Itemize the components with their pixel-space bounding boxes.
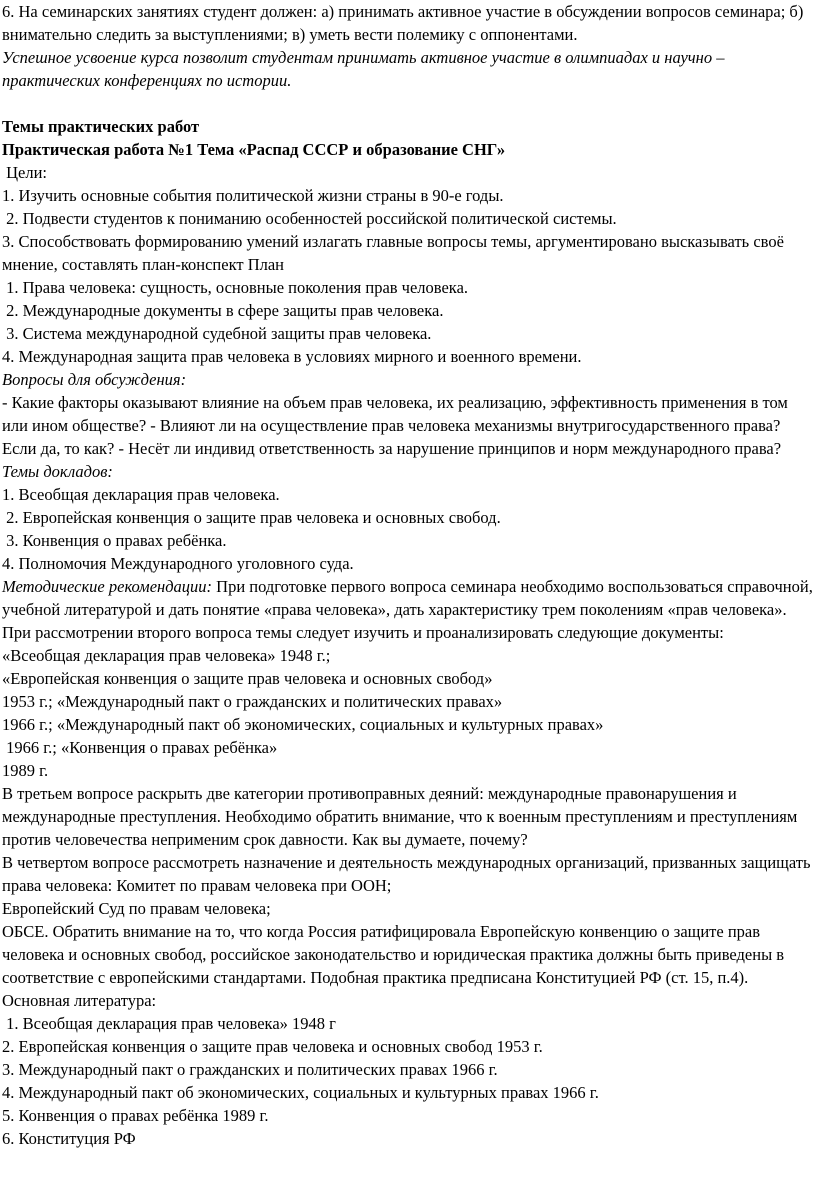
plan-item: 2. Международные документы в сфере защиты прав человека. (2, 301, 444, 320)
report-item: 2. Европейская конвенция о защите прав человека и основных свобод. (2, 508, 501, 527)
document-item: 1966 г.; «Международный пакт об экономических, социальных и культурных правах» (2, 715, 604, 734)
second-question-paragraph: При рассмотрении второго вопроса темы следует изучить и проанализировать следующие документы: (2, 623, 724, 642)
method-label: Методические рекомендации: (2, 577, 213, 596)
third-question-paragraph: В третьем вопросе раскрыть две категории противоправных деяний: международные правонарушения и международные преступления. Необходимо обратить внимание, что к военным преступлениям и преступлениям против человечества неприменим срок давности. Как вы думаете, почему? (2, 784, 798, 849)
report-item: 3. Конвенция о правах ребёнка. (2, 531, 227, 550)
goal-item: 1. Изучить основные события политической жизни страны в 90-е годы. (2, 186, 504, 205)
literature-item: 6. Конституция РФ (2, 1129, 136, 1148)
fourth-question-osce: ОБСЕ. Обратить внимание на то, что когда Россия ратифицировала Европейскую конвенцию о защите прав человека и основных свобод, российское законодательство и юридическая практика должны быть приведены в соответствие с европейскими стандартами. Подобная практика предписана Конституцией РФ (ст. 15, п.4). (2, 922, 785, 987)
questions-text: - Какие факторы оказывают влияние на объем прав человека, их реализацию, эффективность применения в том или ином обществе? - Влияют ли на осуществление прав человека механизмы внутригосударственного права? Если да, то как? - Несёт ли индивид ответственность за нарушение принципов и норм международного права? (2, 393, 788, 458)
literature-item: 1. Всеобщая декларация прав человека» 1948 г (2, 1014, 336, 1033)
document-item: «Всеобщая декларация прав человека» 1948 г.; (2, 646, 331, 665)
report-item: 1. Всеобщая декларация прав человека. (2, 485, 280, 504)
questions-label: Вопросы для обсуждения: (2, 370, 187, 389)
method-text: При подготовке первого вопроса семинара необходимо воспользоваться справочной, учебной литературой и дать понятие «права человека», дать характеристику трем поколениям «прав человека». (2, 577, 813, 619)
reports-label: Темы докладов: (2, 462, 113, 481)
literature-label: Основная литература: (2, 991, 157, 1010)
plan-item: 3. Система международной судебной защиты прав человека. (2, 324, 432, 343)
document-item: 1966 г.; «Конвенция о правах ребёнка» (2, 738, 278, 757)
goal-item: 3. Способствовать формированию умений излагать главные вопросы темы, аргументировано высказывать своё мнение, составлять план-конспект План (2, 232, 784, 274)
fourth-question-line: Европейский Суд по правам человека; (2, 899, 271, 918)
topics-heading: Темы практических работ (2, 117, 200, 136)
report-item: 4. Полномочия Международного уголовного суда. (2, 554, 354, 573)
fourth-question-paragraph: В четвертом вопросе рассмотреть назначение и деятельность международных организаций, призванных защищать права человека: Комитет по правам человека при ООН; (2, 853, 811, 895)
plan-item: 1. Права человека: сущность, основные поколения прав человека. (2, 278, 469, 297)
goals-label: Цели: (2, 163, 48, 182)
paragraph-seminar-requirements: 6. На семинарских занятиях студент должен: а) принимать активное участие в обсуждении вопросов семинара; б) внимательно следить за выступлениями; в) уметь вести полемику с оппонентами. (2, 2, 804, 44)
work1-heading: Практическая работа №1 Тема «Распад СССР и образование СНГ» (2, 140, 506, 159)
method-paragraph (2, 575, 814, 621)
document-item: «Европейская конвенция о защите прав человека и основных свобод» (2, 669, 493, 688)
document-item: 1953 г.; «Международный пакт о гражданских и политических правах» (2, 692, 503, 711)
goal-item: 2. Подвести студентов к пониманию особенностей российской политической системы. (2, 209, 617, 228)
literature-item: 5. Конвенция о правах ребёнка 1989 г. (2, 1106, 269, 1125)
literature-item: 2. Европейская конвенция о защите прав человека и основных свобод 1953 г. (2, 1037, 543, 1056)
paragraph-course-success: Успешное усвоение курса позволит студентам принимать активное участие в олимпиадах и научно – практических конференциях по истории. (2, 48, 725, 90)
plan-item: 4. Международная защита прав человека в условиях мирного и военного времени. (2, 347, 582, 366)
literature-item: 4. Международный пакт об экономических, социальных и культурных правах 1966 г. (2, 1083, 599, 1102)
blank-line (2, 92, 814, 115)
document-item: 1989 г. (2, 761, 49, 780)
literature-item: 3. Международный пакт о гражданских и политических правах 1966 г. (2, 1060, 498, 1079)
